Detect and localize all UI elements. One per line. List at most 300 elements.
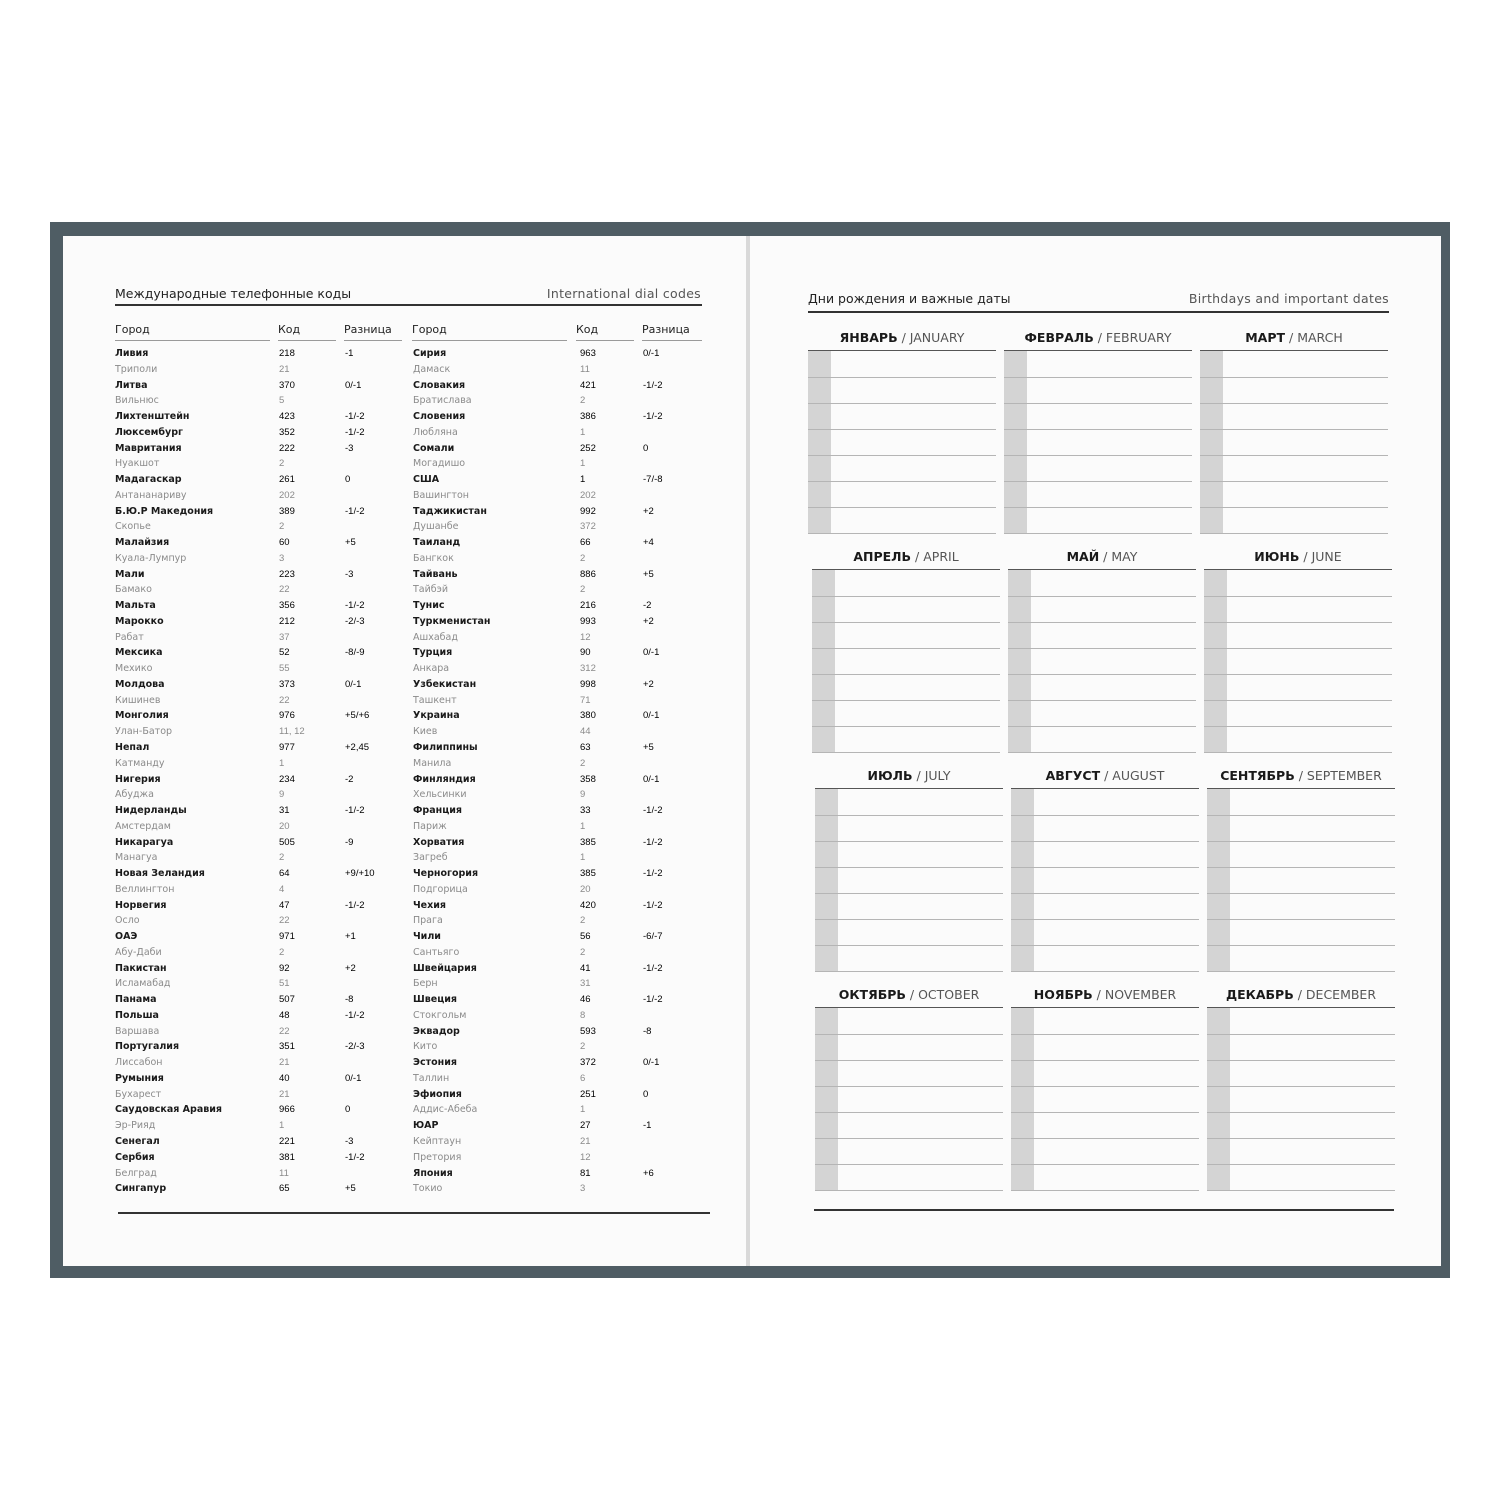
dial-code: 12 — [580, 631, 591, 643]
dial-code: 1 — [279, 1120, 285, 1132]
entry-line[interactable] — [1207, 1138, 1395, 1139]
left-page — [63, 236, 746, 1266]
entry-line[interactable] — [1207, 1190, 1395, 1191]
city-name: Эр-Рияд — [115, 1120, 156, 1132]
country-name: Словения — [413, 411, 466, 423]
country-name: Молдова — [115, 678, 165, 690]
country-name: Лихтенштейн — [115, 411, 190, 423]
city-name: Триполи — [115, 363, 158, 375]
country-name: Украина — [413, 710, 460, 722]
entry-line[interactable] — [1004, 455, 1192, 456]
entry-line[interactable] — [1004, 481, 1192, 482]
time-difference: +2 — [345, 962, 356, 974]
time-difference: -1 — [643, 1120, 652, 1132]
dial-code: 81 — [580, 1167, 591, 1179]
month-title — [1008, 549, 1196, 564]
entry-line[interactable] — [1011, 919, 1199, 920]
city-name: Исламабад — [115, 978, 171, 990]
time-difference: -1/-2 — [345, 1151, 365, 1163]
entry-line[interactable] — [1207, 945, 1395, 946]
dial-code: 21 — [279, 1057, 290, 1069]
country-name: Финляндия — [413, 773, 476, 785]
month-name-ru: ОКТЯБРЬ — [838, 987, 906, 1002]
time-difference: +5/+6 — [345, 710, 370, 722]
entry-line[interactable] — [808, 403, 996, 404]
country-name: Ливия — [115, 348, 149, 359]
month-separator: / — [905, 987, 919, 1002]
time-difference: -1/-2 — [643, 805, 663, 817]
entry-line[interactable] — [808, 507, 996, 508]
date-column-shade — [808, 351, 831, 533]
dial-code: 1 — [580, 852, 586, 864]
dial-code: 593 — [580, 1025, 596, 1037]
city-name: Париж — [413, 820, 447, 832]
dial-code: 56 — [580, 931, 591, 943]
entry-line[interactable] — [815, 1112, 1003, 1113]
country-name: Черногория — [413, 868, 479, 880]
title-rule — [115, 304, 702, 306]
dial-code: 370 — [279, 379, 295, 391]
dial-code: 31 — [279, 805, 290, 817]
entry-line[interactable] — [1008, 596, 1196, 597]
entry-line[interactable] — [1204, 596, 1392, 597]
month-name-ru: ИЮЛЬ — [867, 768, 913, 783]
country-name: Туркменистан — [413, 615, 491, 627]
dial-code: 372 — [580, 521, 596, 533]
city-name: Вильнюс — [115, 395, 159, 407]
time-difference: -1/-2 — [345, 805, 365, 817]
dial-codes-title-ru: Международные телефонные коды — [115, 286, 352, 301]
month-header-rule — [1008, 569, 1196, 570]
entry-line[interactable] — [1200, 403, 1388, 404]
entry-line[interactable] — [1200, 377, 1388, 378]
entry-line[interactable] — [812, 700, 1000, 701]
month-block-august — [1011, 768, 1199, 968]
entry-line[interactable] — [808, 429, 996, 430]
entry-line[interactable] — [812, 622, 1000, 623]
dial-codes-title-en: International dial codes — [546, 286, 701, 301]
time-difference: -1/-2 — [643, 836, 663, 848]
country-name: Хорватия — [413, 836, 465, 848]
entry-line[interactable] — [1204, 726, 1392, 727]
city-name: Варшава — [115, 1025, 160, 1037]
time-difference: -3 — [345, 442, 354, 454]
dial-code: 212 — [279, 615, 295, 627]
time-difference: -2 — [643, 600, 652, 612]
city-name: Бухарест — [115, 1088, 162, 1100]
entry-line[interactable] — [1011, 1112, 1199, 1113]
city-name: Улан-Батор — [115, 726, 173, 738]
entry-line[interactable] — [1204, 648, 1392, 649]
dial-code: 351 — [279, 1041, 295, 1053]
time-difference: -3 — [345, 568, 354, 580]
month-separator: / — [1299, 549, 1312, 564]
date-column-shade — [1011, 1008, 1034, 1190]
entry-line[interactable] — [1008, 622, 1196, 623]
time-difference: 0/-1 — [643, 710, 660, 722]
entry-line[interactable] — [1011, 1190, 1199, 1191]
country-name: Пакистан — [115, 962, 167, 974]
entry-line[interactable] — [815, 1164, 1003, 1165]
country-name: Непал — [115, 742, 150, 753]
month-name-en: APRIL — [923, 549, 959, 564]
dial-code: 9 — [580, 789, 586, 801]
time-difference: -6/-7 — [643, 931, 663, 943]
month-title — [812, 549, 1000, 564]
entry-line[interactable] — [1011, 945, 1199, 946]
month-block-july — [815, 768, 1003, 968]
dial-code: 222 — [279, 442, 295, 454]
month-header-rule — [1011, 1007, 1199, 1008]
dial-code: 41 — [580, 962, 591, 974]
dial-code: 22 — [279, 584, 290, 596]
dial-code: 1 — [580, 1104, 586, 1116]
time-difference: -2/-3 — [345, 615, 365, 627]
time-difference: 0 — [345, 1104, 351, 1116]
entry-line[interactable] — [1004, 429, 1192, 430]
country-name: Польша — [115, 1009, 159, 1021]
time-difference: 0/-1 — [345, 379, 362, 391]
month-header-rule — [812, 569, 1000, 570]
time-difference: 0/-1 — [643, 348, 660, 359]
dial-code: 2 — [580, 552, 586, 564]
entry-line[interactable] — [1200, 533, 1388, 534]
dial-code: 11, 12 — [279, 726, 305, 738]
dial-code: 22 — [279, 1025, 290, 1037]
city-name: Бамако — [115, 584, 152, 596]
entry-line[interactable] — [815, 1190, 1003, 1191]
entry-line[interactable] — [1207, 841, 1395, 842]
entry-line[interactable] — [1011, 1138, 1199, 1139]
entry-line[interactable] — [1011, 867, 1199, 868]
month-name-en: SEPTEMBER — [1306, 768, 1382, 783]
time-difference: +5 — [643, 568, 654, 580]
entry-line[interactable] — [1207, 815, 1395, 816]
city-name: Веллингтон — [115, 883, 175, 895]
entry-line[interactable] — [812, 674, 1000, 675]
dial-code: 27 — [580, 1120, 591, 1132]
time-difference: -1/-2 — [345, 411, 365, 423]
time-difference: -2 — [345, 773, 354, 785]
entry-line[interactable] — [1204, 752, 1392, 753]
country-name: Швейцария — [413, 962, 477, 974]
dial-code: 51 — [279, 978, 290, 990]
col-header-city-2: Город — [412, 323, 447, 336]
entry-line[interactable] — [1011, 971, 1199, 972]
entry-line[interactable] — [1008, 648, 1196, 649]
country-name: Эфиопия — [413, 1088, 462, 1100]
bottom-rule — [118, 1212, 710, 1214]
month-header-rule — [815, 1007, 1003, 1008]
month-name-en: FEBRUARY — [1105, 330, 1172, 345]
dial-code: 421 — [580, 379, 596, 391]
entry-line[interactable] — [1207, 919, 1395, 920]
dial-code: 2 — [580, 1041, 586, 1053]
city-name: Лиссабон — [115, 1057, 163, 1069]
dial-code: 221 — [279, 1136, 295, 1147]
time-difference: -1 — [345, 348, 354, 359]
dial-code: 6 — [580, 1072, 586, 1084]
dial-code: 21 — [279, 1088, 290, 1100]
country-name: Сирия — [413, 348, 447, 359]
header-underline — [344, 340, 402, 341]
entry-line[interactable] — [1204, 674, 1392, 675]
entry-line[interactable] — [812, 726, 1000, 727]
time-difference: +2 — [643, 615, 654, 627]
entry-line[interactable] — [1207, 1034, 1395, 1035]
dial-code: 52 — [279, 647, 290, 659]
time-difference: 0/-1 — [643, 647, 660, 659]
time-difference: -7/-8 — [643, 474, 663, 486]
entry-line[interactable] — [1207, 971, 1395, 972]
month-separator: / — [1294, 768, 1307, 783]
col-header-code-1: Код — [278, 323, 301, 336]
dial-code: 234 — [279, 773, 295, 785]
time-difference: -3 — [345, 1136, 354, 1147]
month-separator: / — [912, 768, 925, 783]
dial-code: 373 — [279, 678, 295, 690]
dial-code: 507 — [279, 994, 295, 1006]
country-name: Б.Ю.Р Македония — [115, 505, 214, 517]
entry-line[interactable] — [1207, 1086, 1395, 1087]
time-difference: -8/-9 — [345, 647, 365, 659]
entry-line[interactable] — [1207, 893, 1395, 894]
city-name: Осло — [115, 915, 140, 927]
dial-code: 3 — [279, 552, 285, 564]
entry-line[interactable] — [815, 1060, 1003, 1061]
city-name: Могадишо — [413, 458, 466, 470]
time-difference: -1/-2 — [345, 600, 365, 612]
entry-line[interactable] — [815, 971, 1003, 972]
city-name: Таллин — [413, 1072, 450, 1084]
month-title — [808, 330, 996, 345]
dial-code: 380 — [580, 710, 596, 722]
month-header-rule — [1207, 1007, 1395, 1008]
entry-line[interactable] — [1011, 841, 1199, 842]
entry-line[interactable] — [808, 377, 996, 378]
country-name: Филиппины — [413, 742, 478, 753]
country-name: Швеция — [413, 994, 457, 1006]
entry-line[interactable] — [1207, 1060, 1395, 1061]
dial-code: 202 — [580, 489, 596, 501]
city-name: Берн — [413, 978, 438, 990]
dial-code: 251 — [580, 1088, 596, 1100]
entry-line[interactable] — [1011, 1060, 1199, 1061]
dial-code: 998 — [580, 678, 596, 690]
time-difference: +5 — [643, 742, 654, 753]
country-name: США — [413, 474, 440, 486]
entry-line[interactable] — [1004, 533, 1192, 534]
time-difference: +6 — [643, 1167, 654, 1179]
month-separator: / — [1100, 768, 1113, 783]
entry-line[interactable] — [1008, 752, 1196, 753]
country-name: Словакия — [413, 379, 466, 391]
entry-line[interactable] — [815, 815, 1003, 816]
entry-line[interactable] — [815, 841, 1003, 842]
dial-code: 20 — [279, 820, 290, 832]
city-name: Манила — [413, 757, 452, 769]
dial-code: 976 — [279, 710, 295, 722]
time-difference: +2,45 — [345, 742, 370, 753]
entry-line[interactable] — [1207, 867, 1395, 868]
country-name: Чехия — [413, 899, 447, 911]
country-name: Япония — [413, 1167, 453, 1179]
dial-code: 71 — [580, 694, 591, 706]
dial-code: 385 — [580, 868, 596, 880]
city-name: Вашингтон — [413, 489, 469, 501]
month-title — [1011, 768, 1199, 783]
country-name: Сомали — [413, 442, 455, 454]
entry-line[interactable] — [1011, 815, 1199, 816]
city-name: Куала-Лумпур — [115, 552, 187, 564]
city-name: Ашхабад — [413, 631, 458, 643]
dial-code: 216 — [580, 600, 596, 612]
country-name: Турция — [413, 647, 453, 659]
birthdays-title-en: Birthdays and important dates — [1188, 291, 1389, 306]
entry-line[interactable] — [815, 867, 1003, 868]
month-separator: / — [1293, 987, 1306, 1002]
country-name: Монголия — [115, 710, 169, 722]
city-name: Абу-Даби — [115, 946, 162, 958]
entry-line[interactable] — [815, 1034, 1003, 1035]
city-name: Антананариву — [115, 489, 187, 501]
month-header-rule — [1204, 569, 1392, 570]
entry-line[interactable] — [1204, 622, 1392, 623]
city-name: Кито — [413, 1041, 438, 1053]
entry-line[interactable] — [1004, 377, 1192, 378]
dial-code: 993 — [580, 615, 596, 627]
country-name: Мальта — [115, 600, 156, 612]
entry-line[interactable] — [808, 481, 996, 482]
dial-code: 2 — [580, 946, 586, 958]
dial-code: 971 — [279, 931, 295, 943]
dial-code: 358 — [580, 773, 596, 785]
city-name: Любляна — [413, 426, 458, 438]
dial-code: 202 — [279, 489, 295, 501]
country-name: Сенегал — [115, 1136, 160, 1147]
entry-line[interactable] — [812, 648, 1000, 649]
dial-code: 2 — [580, 584, 586, 596]
dial-code: 5 — [279, 395, 285, 407]
dial-code: 261 — [279, 474, 295, 486]
entry-line[interactable] — [1004, 403, 1192, 404]
time-difference: -8 — [345, 994, 354, 1006]
entry-line[interactable] — [1200, 429, 1388, 430]
country-name: Сингапур — [115, 1183, 167, 1195]
month-name-ru: МАРТ — [1245, 330, 1286, 345]
country-name: Португалия — [115, 1041, 180, 1053]
entry-line[interactable] — [812, 596, 1000, 597]
dial-code: 66 — [580, 537, 591, 549]
country-name: Новая Зеландия — [115, 868, 205, 880]
month-separator: / — [1093, 330, 1106, 345]
month-title — [1204, 549, 1392, 564]
dial-code: 2 — [279, 521, 285, 533]
month-header-rule — [1200, 350, 1388, 351]
entry-line[interactable] — [808, 533, 996, 534]
dial-code: 92 — [279, 962, 290, 974]
entry-line[interactable] — [1204, 700, 1392, 701]
entry-line[interactable] — [1011, 893, 1199, 894]
dial-code: 11 — [279, 1167, 289, 1179]
dial-code: 60 — [279, 537, 290, 549]
time-difference: -9 — [345, 836, 354, 848]
time-difference: 0/-1 — [345, 1072, 362, 1084]
entry-line[interactable] — [815, 919, 1003, 920]
dial-code: 1 — [580, 474, 586, 486]
dial-code: 2 — [580, 757, 586, 769]
entry-line[interactable] — [1008, 700, 1196, 701]
dial-code: 223 — [279, 568, 295, 580]
dial-code: 21 — [580, 1136, 591, 1147]
month-name-ru: АВГУСТ — [1045, 768, 1101, 783]
country-name: Мали — [115, 568, 145, 580]
country-name: Марокко — [115, 615, 164, 627]
col-header-diff-1: Разница — [344, 323, 392, 336]
time-difference: -8 — [643, 1025, 652, 1037]
country-name: Тунис — [413, 600, 445, 612]
country-name: Мадагаскар — [115, 474, 182, 486]
month-block-september — [1207, 768, 1395, 968]
entry-line[interactable] — [815, 945, 1003, 946]
city-name: Загреб — [413, 852, 448, 864]
country-name: Саудовская Аравия — [115, 1104, 223, 1116]
entry-line[interactable] — [1200, 481, 1388, 482]
dial-code: 1 — [580, 458, 586, 470]
bottom-rule — [814, 1209, 1394, 1211]
dial-code: 65 — [279, 1183, 290, 1195]
entry-line[interactable] — [1207, 1112, 1395, 1113]
month-name-ru: НОЯБРЬ — [1033, 987, 1093, 1002]
header-underline — [576, 340, 634, 341]
time-difference: +2 — [643, 505, 654, 517]
entry-line[interactable] — [1011, 1164, 1199, 1165]
entry-line[interactable] — [808, 455, 996, 456]
date-column-shade — [812, 570, 835, 752]
entry-line[interactable] — [1200, 507, 1388, 508]
entry-line[interactable] — [1011, 1034, 1199, 1035]
dial-code: 8 — [580, 1009, 586, 1021]
entry-line[interactable] — [815, 893, 1003, 894]
entry-line[interactable] — [815, 1086, 1003, 1087]
month-name-en: JULY — [924, 768, 951, 783]
entry-line[interactable] — [1207, 1164, 1395, 1165]
entry-line[interactable] — [1200, 455, 1388, 456]
dial-code: 2 — [279, 852, 285, 864]
entry-line[interactable] — [1008, 674, 1196, 675]
time-difference: 0 — [643, 442, 649, 454]
month-name-en: JANUARY — [909, 330, 965, 345]
date-column-shade — [815, 789, 838, 971]
month-block-april — [812, 549, 1000, 749]
dial-code: 12 — [580, 1151, 591, 1163]
month-title — [815, 768, 1003, 783]
month-header-rule — [1004, 350, 1192, 351]
col-header-diff-2: Разница — [642, 323, 690, 336]
city-name: Кейптаун — [413, 1136, 462, 1147]
entry-line[interactable] — [812, 752, 1000, 753]
entry-line[interactable] — [1004, 507, 1192, 508]
entry-line[interactable] — [1011, 1086, 1199, 1087]
city-name: Токио — [413, 1183, 443, 1195]
dial-code: 372 — [580, 1057, 596, 1069]
dial-code: 963 — [580, 348, 596, 359]
country-name: Сербия — [115, 1151, 155, 1163]
month-name-en: AUGUST — [1112, 768, 1165, 783]
entry-line[interactable] — [815, 1138, 1003, 1139]
entry-line[interactable] — [1008, 726, 1196, 727]
time-difference: -1/-2 — [345, 505, 365, 517]
